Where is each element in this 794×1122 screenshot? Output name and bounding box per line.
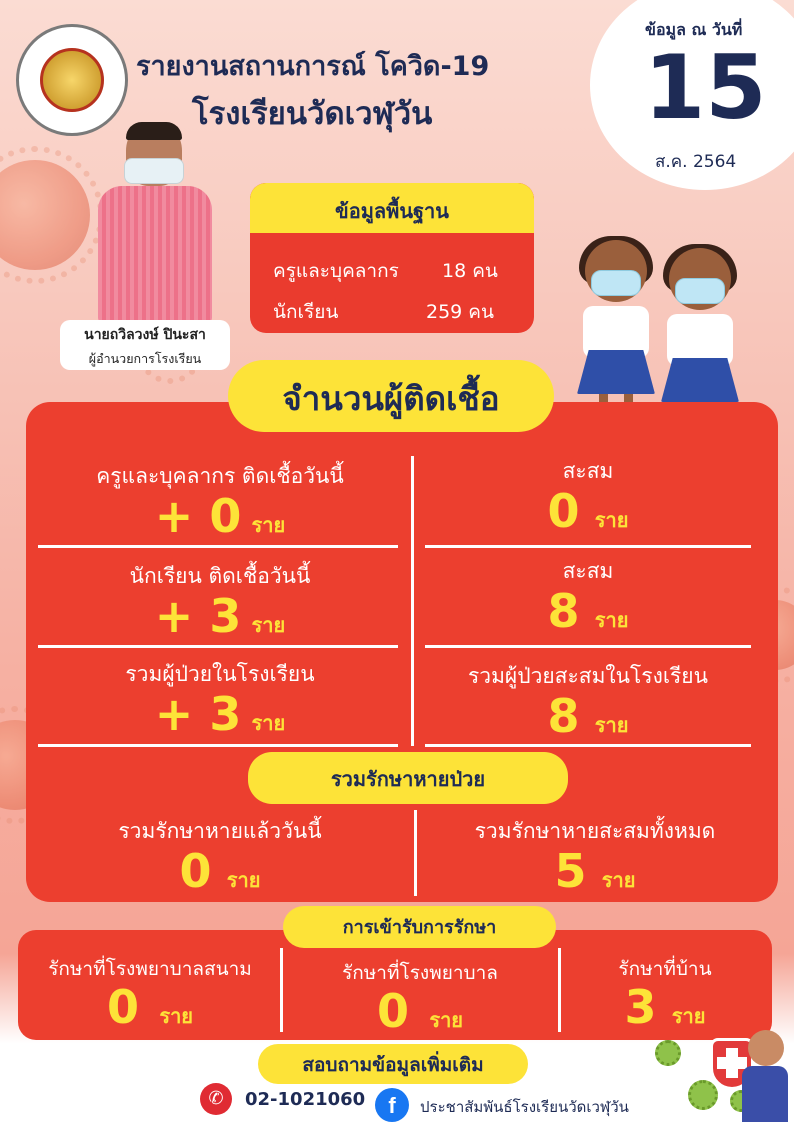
director-name: นายถวิลวงษ์ ปินะสา bbox=[84, 327, 206, 343]
divider bbox=[558, 948, 561, 1032]
stat-value: 5 bbox=[554, 844, 587, 898]
emblem-icon bbox=[40, 48, 104, 112]
facebook-page[interactable]: ประชาสัมพันธ์โรงเรียนวัดเวฬุวัน bbox=[420, 1098, 629, 1116]
stat-value: + 0 bbox=[154, 489, 242, 543]
stat-unit: ราย bbox=[429, 1008, 464, 1032]
divider bbox=[425, 545, 751, 548]
stat-label: รวมผู้ป่วยในโรงเรียน bbox=[125, 662, 315, 686]
stat-unit: ราย bbox=[251, 613, 286, 637]
stat-label: รักษาที่โรงพยาบาลสนาม bbox=[48, 958, 252, 980]
divider bbox=[38, 744, 398, 747]
date-month-year: ส.ค. 2564 bbox=[655, 152, 737, 172]
stat-label: ครูและบุคลากร ติดเชื้อวันนี้ bbox=[96, 464, 344, 488]
stat-unit: ราย bbox=[671, 1004, 706, 1028]
recovered-heading: รวมรักษาหายป่วย bbox=[248, 752, 568, 804]
staff-value: 18 คน bbox=[442, 260, 498, 282]
stat-unit: ราย bbox=[594, 713, 629, 737]
students-illustration bbox=[555, 230, 755, 430]
school-name: โรงเรียนวัดเวฬุวัน bbox=[192, 96, 433, 132]
recovered-total bbox=[425, 815, 765, 896]
staff-infected-cumulative bbox=[425, 455, 751, 536]
stat-value: + 3 bbox=[154, 589, 242, 643]
director-card bbox=[60, 320, 230, 370]
treatment-heading: การเข้ารับการรักษา bbox=[283, 906, 556, 948]
treatment-field-hospital bbox=[22, 954, 278, 1032]
school-logo bbox=[16, 24, 128, 136]
stat-value: 0 bbox=[376, 984, 409, 1038]
director-position: ผู้อำนวยการโรงเรียน bbox=[88, 351, 202, 366]
date-label: ข้อมูล ณ วันที่ bbox=[645, 20, 743, 39]
divider bbox=[411, 456, 414, 746]
divider bbox=[425, 645, 751, 648]
date-day: 15 bbox=[644, 36, 767, 139]
students-infected-cumulative bbox=[425, 555, 751, 636]
students-infected-today bbox=[40, 560, 400, 641]
infection-heading: จำนวนผู้ติดเชื้อ bbox=[228, 360, 554, 432]
stat-label: สะสม bbox=[562, 459, 614, 483]
stat-unit: ราย bbox=[594, 608, 629, 632]
director-photo bbox=[96, 122, 214, 322]
stat-unit: ราย bbox=[601, 868, 636, 892]
phone-number[interactable]: 02-1021060 bbox=[245, 1089, 366, 1110]
students-value: 259 คน bbox=[426, 301, 495, 323]
stat-unit: ราย bbox=[226, 868, 261, 892]
divider bbox=[280, 948, 283, 1032]
page-title: รายงานสถานการณ์ โควิด-19 bbox=[136, 51, 490, 82]
stat-label: นักเรียน ติดเชื้อวันนี้ bbox=[129, 564, 311, 588]
stat-unit: ราย bbox=[251, 711, 286, 735]
total-patients-today bbox=[40, 658, 400, 739]
contact-heading: สอบถามข้อมูลเพิ่มเติม bbox=[258, 1044, 528, 1084]
staff-label: ครูและบุคลากร bbox=[273, 260, 399, 282]
total-patients-cumulative bbox=[425, 660, 751, 741]
stat-value: + 3 bbox=[154, 687, 242, 741]
stat-label: สะสม bbox=[562, 559, 614, 583]
phone-icon: ✆ bbox=[200, 1083, 232, 1115]
stat-label: รักษาที่โรงพยาบาล bbox=[342, 962, 498, 984]
stat-value: 3 bbox=[624, 980, 657, 1034]
virus-decoration bbox=[0, 160, 90, 270]
stat-value: 0 bbox=[179, 844, 212, 898]
recovered-today bbox=[40, 815, 400, 896]
stat-label: รักษาที่บ้าน bbox=[618, 958, 712, 980]
divider bbox=[38, 645, 398, 648]
stat-label: รวมรักษาหายแล้ววันนี้ bbox=[118, 819, 322, 843]
treatment-hospital bbox=[286, 958, 554, 1036]
stat-value: 8 bbox=[547, 584, 580, 638]
stat-unit: ราย bbox=[594, 508, 629, 532]
staff-infected-today bbox=[40, 460, 400, 541]
stat-label: รวมผู้ป่วยสะสมในโรงเรียน bbox=[468, 664, 708, 688]
divider bbox=[38, 545, 398, 548]
germ-decoration bbox=[655, 1040, 681, 1066]
divider bbox=[414, 810, 417, 896]
stat-value: 0 bbox=[547, 484, 580, 538]
treatment-home bbox=[562, 954, 768, 1032]
facebook-icon[interactable]: f bbox=[375, 1088, 409, 1122]
stat-value: 0 bbox=[106, 980, 139, 1034]
stat-unit: ราย bbox=[251, 513, 286, 537]
stat-label: รวมรักษาหายสะสมทั้งหมด bbox=[474, 819, 716, 843]
hero-illustration bbox=[690, 1030, 790, 1122]
students-label: นักเรียน bbox=[273, 301, 339, 323]
divider bbox=[425, 744, 751, 747]
stat-unit: ราย bbox=[159, 1004, 194, 1028]
stat-value: 8 bbox=[547, 689, 580, 743]
basic-info-heading: ข้อมูลพื้นฐาน bbox=[250, 183, 534, 233]
